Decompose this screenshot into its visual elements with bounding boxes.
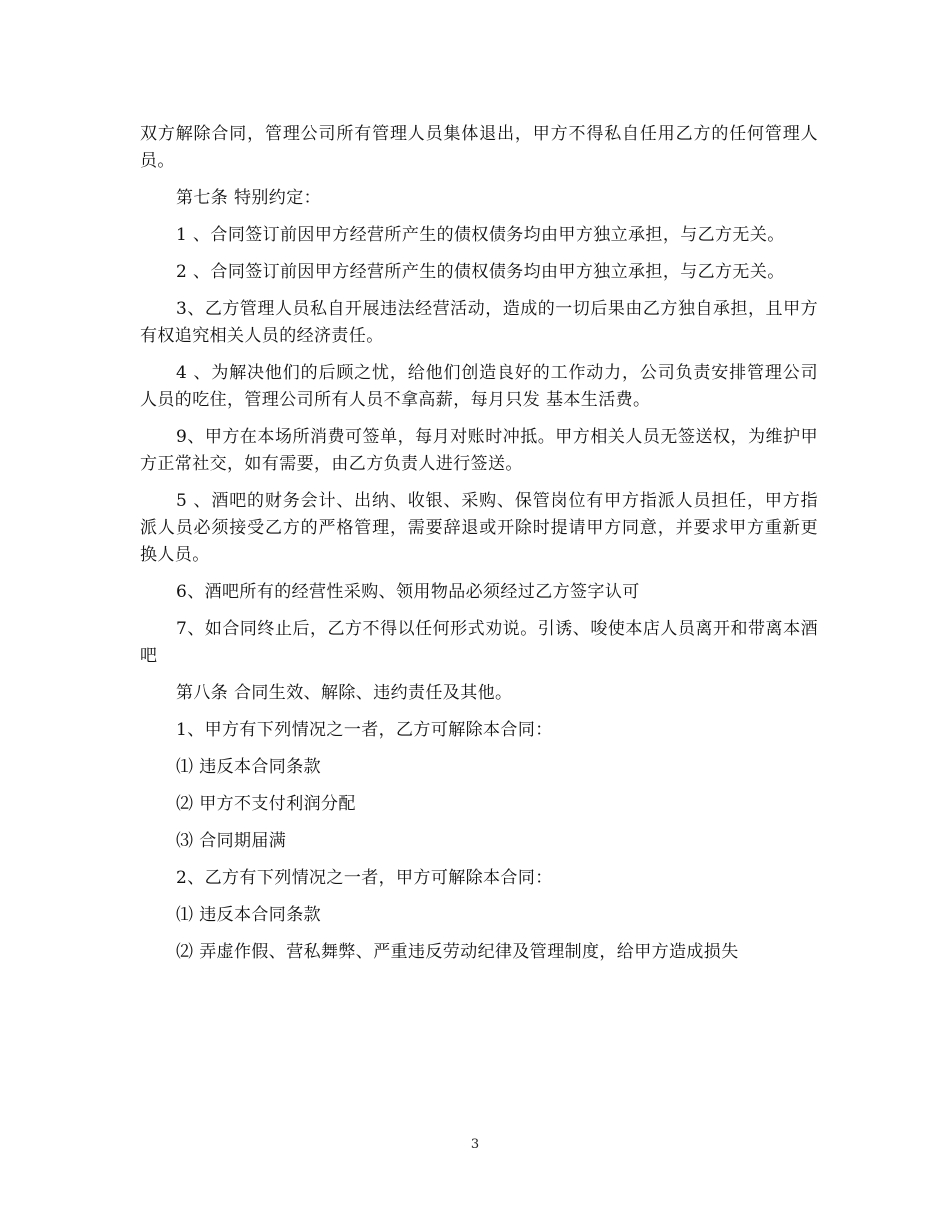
paragraph: 5 、酒吧的财务会计、出纳、收银、采购、保管岗位有甲方指派人员担任，甲方指派人员必须接受乙方的严格管理，需要辞退或开除时提请甲方同意，并要求甲方重新更换人员。 xyxy=(140,491,818,565)
paragraph: 3、乙方管理人员私自开展违法经营活动，造成的一切后果由乙方独自承担，且甲方有权追究相关人员的经济责任。 xyxy=(140,299,818,346)
paragraph: ⑵ 甲方不支付利润分配 xyxy=(176,794,356,814)
paragraph: 7、如合同终止后，乙方不得以任何形式劝说。引诱、唆使本店人员离开和带离本酒吧 xyxy=(140,619,818,666)
paragraph: ⑴ 违反本合同条款 xyxy=(176,905,322,925)
paragraph: ⑴ 违反本合同条款 xyxy=(176,757,322,777)
paragraph: 2、乙方有下列情况之一者，甲方可解除本合同： xyxy=(176,868,553,888)
page-number: 3 xyxy=(470,1137,480,1152)
paragraph: 第七条 特别约定： xyxy=(176,188,322,208)
paragraph: 4 、为解决他们的后顾之忧，给他们创造良好的工作动力，公司负责安排管理公司人员的吃住，管理公司所有人员不拿高薪，每月只发 基本生活费。 xyxy=(140,363,818,410)
document-body xyxy=(140,121,818,966)
paragraph: 1、甲方有下列情况之一者，乙方可解除本合同： xyxy=(176,720,553,740)
paragraph: 双方解除合同，管理公司所有管理人员集体退出，甲方不得私自任用乙方的任何管理人员。 xyxy=(140,124,818,171)
paragraph: 第八条 合同生效、解除、违约责任及其他。 xyxy=(176,683,513,703)
paragraph: 6、酒吧所有的经营性采购、领用物品必须经过乙方签字认可 xyxy=(176,582,640,602)
paragraph: 2 、合同签订前因甲方经营所产生的债权债务均由甲方独立承担，与乙方无关。 xyxy=(176,262,785,282)
paragraph: 1 、合同签订前因甲方经营所产生的债权债务均由甲方独立承担，与乙方无关。 xyxy=(176,225,785,245)
paragraph: ⑶ 合同期届满 xyxy=(176,831,287,851)
paragraph: ⑵ 弄虚作假、营私舞弊、严重违反劳动纪律及管理制度，给甲方造成损失 xyxy=(176,942,739,962)
paragraph: 9、甲方在本场所消费可签单，每月对账时冲抵。甲方相关人员无签送权，为维护甲方正常社交，如有需要，由乙方负责人进行签送。 xyxy=(140,427,818,474)
